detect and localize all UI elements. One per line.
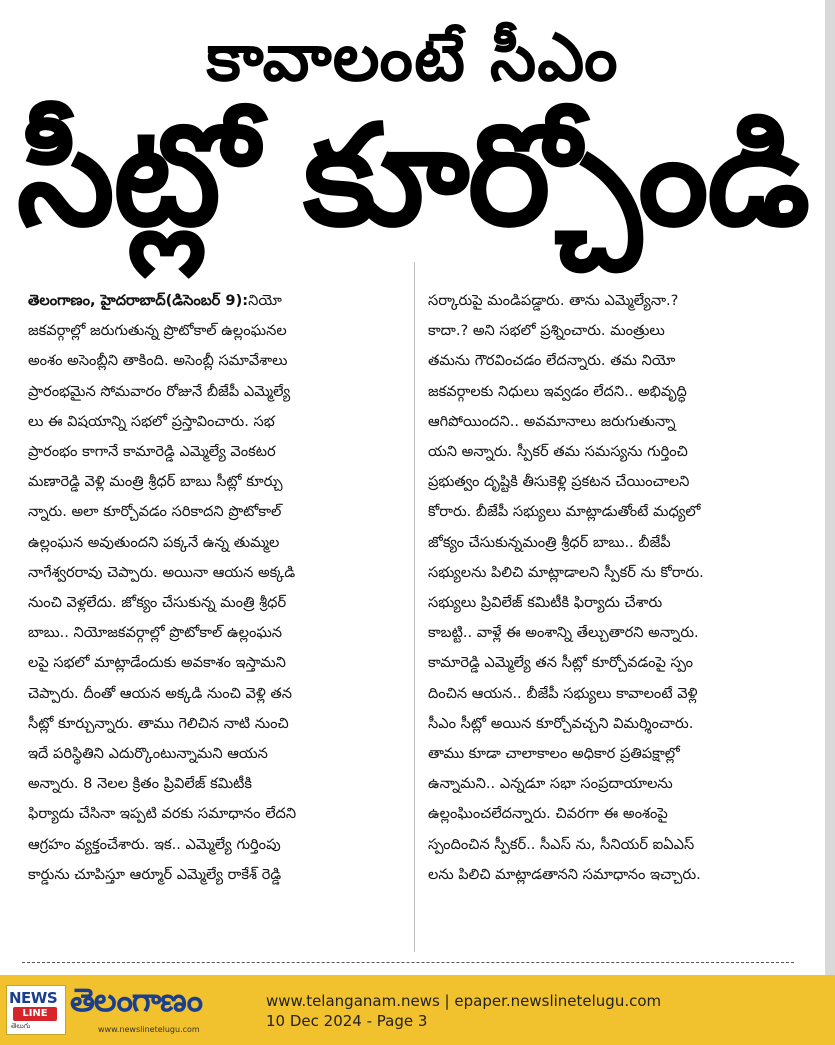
footer-edition: 10 Dec 2024 - Page 3: [266, 1012, 428, 1030]
article-line: ఫిర్యాదు చేసినా ఇప్పటి వరకు సమాధానం లేదని: [28, 805, 297, 823]
article-body: [28, 286, 808, 946]
article-line: కార్డును చూపిస్తూ ఆర్మూర్ ఎమ్మెల్యే రాకేశ్ రెడ్డి: [28, 865, 282, 883]
article-line: స్పందించిన స్పీకర్.. సీఎస్ ను, సీనియర్ ఐఏఎస్: [428, 835, 695, 853]
telanganam-logo: [70, 981, 250, 1039]
article-line: ప్రారంభం కాగానే కామారెడ్డి ఎమ్మెల్యే వెంకటర: [28, 443, 276, 461]
article-line: అంశం అసెంబ్లీని తాకింది. అసెంబ్లీ సమావేశాలు: [28, 352, 288, 370]
article-line: సభ్యులను పిలిచి మాట్లాడాలని స్పీకర్ ను కోరారు.: [428, 563, 704, 581]
article-line: జకవర్గాలకు నిధులు ఇవ్వడం లేదని.. అభివృద్ధి: [428, 382, 687, 400]
article-line: కోరారు. బీజేపీ సభ్యులు మాట్లాడుతోంటే మధ్యలో: [428, 503, 701, 521]
telanganam-logo-text: తెలంగాణం: [70, 981, 202, 1019]
article-column-right: [428, 286, 798, 946]
article-line: బాబు.. నియోజకవర్గాల్లో ప్రొటోకాల్ ఉల్లంఘన: [28, 624, 283, 642]
article-line: దించిన ఆయన.. బీజేపీ సభ్యులు కావాలంటే వెళ్లి: [428, 684, 698, 702]
logo-telugu-text: తెలుగు: [11, 1022, 31, 1030]
article-line: ఉన్నామని.. ఎన్నడూ సభా సంప్రదాయాలను: [428, 775, 673, 793]
page-edge-strip: [825, 0, 835, 975]
headline-line-1: కావాలంటే సీఎం: [206, 19, 619, 96]
article-line: ఆగిపోయిందని.. అవమానాలు జరుగుతున్నా: [428, 412, 676, 430]
article-line: నుంచి వెళ్లలేదు. జోక్యం చేసుకున్న మంత్రి శ్రీధర్: [28, 594, 287, 612]
article-line: లను పిలిచి మాట్లాడతానని సమాధానం ఇచ్చారు.: [428, 865, 701, 883]
article-line: నాగేశ్వరరావు చెప్పారు. అయినా ఆయన అక్కడి: [28, 563, 296, 581]
article-line: తమను గౌరవించడం లేదన్నారు. తమ నియో: [428, 352, 676, 370]
article-line: తెలంగాణం, హైదరాబాద్(డిసెంబర్ 9):నియో: [28, 292, 282, 309]
article-line: ఇదే పరిస్థితిని ఎదుర్కొంటున్నామని ఆయన: [28, 745, 268, 763]
article-line: ఉల్లంఘించలేదన్నారు. చివరగా ఈ అంశంపై: [428, 805, 668, 823]
footer-sites: www.telanganam.news | epaper.newslinetelugu.com: [266, 992, 662, 1010]
article-line: న్నారు. అలా కూర్చోవడం సరికాదని ప్రొటోకాల్: [28, 503, 282, 521]
headline-line-2: సీట్లో కూర్చోండి: [16, 95, 809, 258]
dateline: తెలంగాణం, హైదరాబాద్(డిసెంబర్ 9):: [28, 292, 249, 309]
logo-line-text: LINE: [13, 1007, 57, 1021]
footer-bar: [0, 975, 835, 1045]
footer-info: [266, 991, 661, 1031]
article-line: సీట్లో కూర్చున్నారు. తాము గెలిచిన నాటి నుంచి: [28, 714, 289, 732]
article-line: కామారెడ్డి ఎమ్మెల్యే తన సీట్లో కూర్చోవడంపై స్పం: [428, 654, 694, 672]
article-line: లు ఈ విషయాన్ని సభలో ప్రస్తావించారు. సభ: [28, 412, 275, 430]
article-line: జకవర్గాల్లో జరుగుతున్న ప్రొటోకాల్ ఉల్లంఘనల: [28, 322, 287, 340]
article-line: ప్రారంభమైన సోమవారం రోజునే బీజేపీ ఎమ్మెల్యే: [28, 382, 291, 400]
article-line: లపై సభలో మాట్లాడేందుకు అవకాశం ఇస్తామని: [28, 654, 286, 672]
logo-news-text: NEWS: [9, 989, 58, 1007]
newsline-logo: [6, 985, 66, 1035]
article-line: కాబట్టి.. వాళ్లే ఈ అంశాన్ని తేల్చుతారని అన్నారు.: [428, 624, 699, 642]
article-column-left: [28, 286, 398, 946]
article-line: యని అన్నారు. స్పీకర్ తమ సమస్యను గుర్తించి: [428, 443, 688, 461]
article-line: చెప్పారు. దీంతో ఆయన అక్కడి నుంచి వెళ్లి తన: [28, 684, 292, 702]
article-line: తాము కూడా చాలాకాలం అధికార ప్రతిపక్షాల్లో: [428, 745, 680, 763]
footer-separator: [22, 962, 794, 963]
article-line: మణారెడ్డి వెళ్లి మంత్రి శ్రీధర్ బాబు సీట్లో కూర్చు: [28, 473, 283, 491]
logo-website: www.newslinetelugu.com: [98, 1025, 200, 1034]
article-line: ఆగ్రహం వ్యక్తంచేశారు. ఇక.. ఎమ్మెల్యే గుర్తింపు: [28, 835, 281, 853]
article-line: ప్రభుత్వం దృష్టికి తీసుకెళ్లి ప్రకటన చేయించాలని: [428, 473, 690, 491]
article-line: అన్నారు. 8 నెలల క్రితం ప్రివిలేజ్ కమిటీకి: [28, 775, 253, 793]
article-line: సభ్యులు ప్రివిలేజ్ కమిటీకి ఫిర్యాదు చేశారు: [428, 594, 663, 612]
article-line: ఉల్లంఘన అవుతుందని పక్కనే ఉన్న తుమ్మల: [28, 533, 280, 551]
article-line: సీఎం సీట్లో అయిన కూర్చోవచ్చని విమర్శించారు.: [428, 714, 694, 732]
article-line: జోక్యం చేసుకున్నమంత్రి శ్రీధర్ బాబు.. బీజేపీ: [428, 533, 671, 551]
article-line: కాదా.? అని సభలో ప్రశ్నించారు. మంత్రులు: [428, 322, 665, 340]
article-line: సర్కారుపై మండిపడ్డారు. తాను ఎమ్మెల్యేనా.?: [428, 292, 679, 309]
